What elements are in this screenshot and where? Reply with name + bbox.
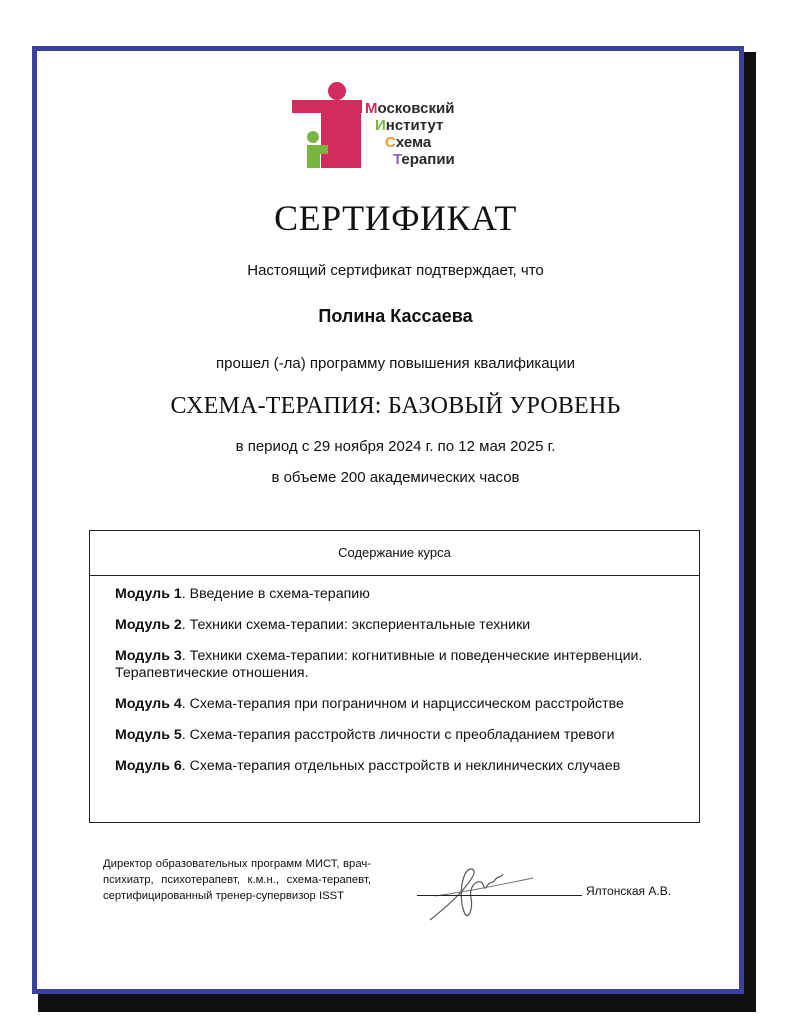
logo-line-1: осковский	[377, 100, 455, 117]
module-item	[115, 696, 685, 713]
module-text: . Схема-терапия отдельных расстройств и неклинических случаев	[181, 758, 621, 774]
module-text: . Введение в схема-терапию	[181, 586, 370, 602]
logo-cap-m: М	[365, 100, 378, 117]
module-label: Модуль 1	[115, 586, 182, 602]
module-label: Модуль 5	[115, 727, 182, 743]
certificate-title: СЕРТИФИКАТ	[274, 198, 517, 238]
logo-cap-i: И	[375, 117, 386, 134]
course-content-table	[89, 530, 700, 823]
period-text: в период с 29 ноября 2024 г. по 12 мая 2025 г.	[235, 438, 556, 455]
institute-logo	[290, 78, 500, 173]
recipient-name: Полина Кассаева	[318, 306, 473, 326]
module-label: Модуль 4	[115, 696, 182, 712]
module-text: . Схема-терапия расстройств личности с преобладанием тревоги	[181, 727, 615, 743]
module-item	[115, 586, 685, 603]
intro-text: Настоящий сертификат подтверждает, что	[247, 262, 544, 279]
handwritten-signature	[425, 862, 545, 922]
logo-line-3: хема	[395, 134, 432, 151]
passed-text: прошел (-ла) программу повышения квалификации	[216, 355, 575, 372]
logo-cap-s: С	[385, 134, 396, 151]
logo-figure-icon	[290, 78, 365, 173]
module-list	[90, 576, 699, 775]
logo-cap-t: Т	[393, 151, 402, 168]
module-item	[115, 648, 685, 682]
course-content-header: Содержание курса	[90, 531, 699, 576]
signatory-name: Ялтонская А.В.	[586, 884, 672, 898]
module-text: . Техники схема-терапии: экспериентальные техники	[181, 617, 531, 633]
module-text: . Техники схема-терапии: когнитивные и поведенческие интервенции. Терапевтические отношения.	[115, 648, 643, 681]
module-label: Модуль 2	[115, 617, 182, 633]
signatory-description: Директор образовательных программ МИСТ, врач-психиатр, психотерапевт, к.м.н., схема-терапевт, сертифицированный тренер-супервизор ISST	[103, 858, 371, 902]
module-label: Модуль 3	[115, 648, 182, 664]
module-item	[115, 758, 685, 775]
module-label: Модуль 6	[115, 758, 182, 774]
module-item	[115, 727, 685, 744]
logo-line-2: нститут	[385, 117, 444, 134]
certificate-frame	[32, 46, 744, 994]
logo-text	[365, 100, 455, 168]
hours-text: в объеме 200 академических часов	[271, 469, 520, 486]
signature-line	[417, 895, 582, 896]
module-item	[115, 617, 685, 634]
logo-line-4: ерапии	[401, 151, 455, 168]
program-title: СХЕМА-ТЕРАПИЯ: БАЗОВЫЙ УРОВЕНЬ	[170, 393, 621, 419]
module-text: . Схема-терапия при пограничном и нарциссическом расстройстве	[181, 696, 624, 712]
